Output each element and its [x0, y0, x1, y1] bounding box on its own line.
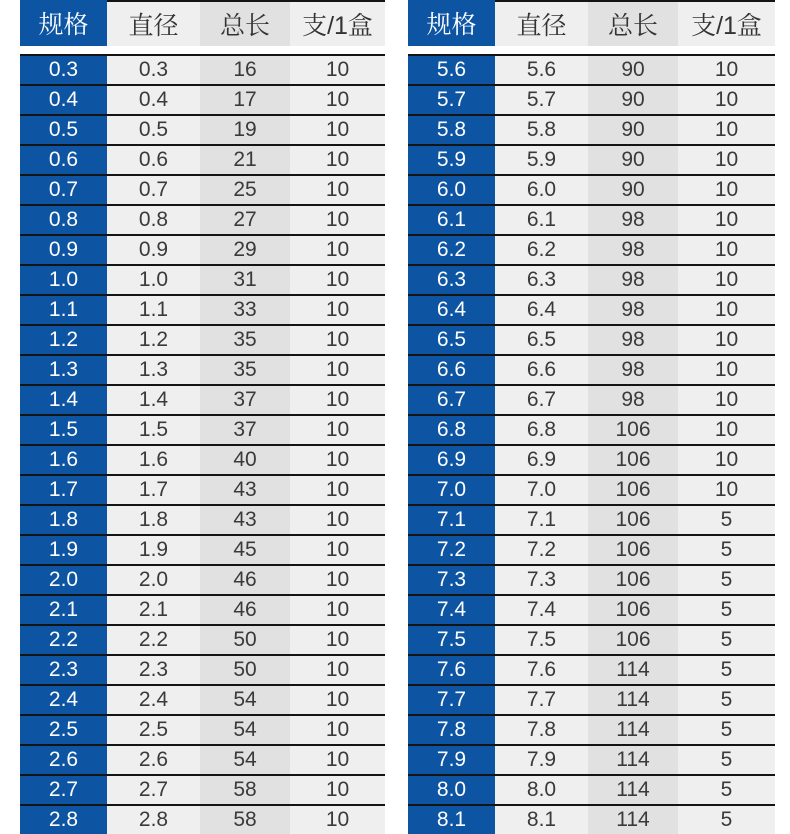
- total-length-cell: 40: [200, 446, 290, 474]
- spec-cell: 7.0: [408, 476, 495, 504]
- table-row: [20, 684, 385, 714]
- per-box-cell: 10: [290, 686, 385, 714]
- spec-cell: 2.2: [20, 626, 107, 654]
- table-row: [408, 654, 775, 684]
- diameter-cell: 0.3: [107, 56, 200, 84]
- table-header-row: [20, 0, 385, 46]
- total-length-cell: 21: [200, 146, 290, 174]
- diameter-cell: 1.5: [107, 416, 200, 444]
- total-length-cell: 98: [588, 266, 678, 294]
- total-length-cell: 46: [200, 566, 290, 594]
- table-row: [408, 504, 775, 534]
- table-row: [408, 54, 775, 84]
- spec-cell: 7.6: [408, 656, 495, 684]
- table-row: [20, 774, 385, 804]
- diameter-cell: 7.8: [495, 716, 588, 744]
- total-length-cell: 98: [588, 326, 678, 354]
- header-cell-per-box: 支/1盒: [678, 0, 775, 46]
- total-length-cell: 16: [200, 56, 290, 84]
- table-body: [408, 54, 775, 834]
- total-length-cell: 98: [588, 206, 678, 234]
- total-length-cell: 58: [200, 776, 290, 804]
- diameter-cell: 2.1: [107, 596, 200, 624]
- diameter-cell: 6.8: [495, 416, 588, 444]
- spec-cell: 0.9: [20, 236, 107, 264]
- spec-cell: 8.1: [408, 806, 495, 834]
- diameter-cell: 0.9: [107, 236, 200, 264]
- per-box-cell: 10: [678, 116, 775, 144]
- table-row: [408, 354, 775, 384]
- table-row: [20, 114, 385, 144]
- total-length-cell: 98: [588, 386, 678, 414]
- total-length-cell: 114: [588, 746, 678, 774]
- total-length-cell: 50: [200, 656, 290, 684]
- total-length-cell: 54: [200, 746, 290, 774]
- spec-cell: 1.9: [20, 536, 107, 564]
- spec-cell: 0.5: [20, 116, 107, 144]
- total-length-cell: 114: [588, 716, 678, 744]
- spec-cell: 6.2: [408, 236, 495, 264]
- diameter-cell: 0.4: [107, 86, 200, 114]
- per-box-cell: 10: [290, 506, 385, 534]
- diameter-cell: 8.1: [495, 806, 588, 834]
- diameter-cell: 7.2: [495, 536, 588, 564]
- per-box-cell: 5: [678, 686, 775, 714]
- per-box-cell: 10: [290, 116, 385, 144]
- total-length-cell: 17: [200, 86, 290, 114]
- spec-cell: 6.0: [408, 176, 495, 204]
- total-length-cell: 106: [588, 476, 678, 504]
- diameter-cell: 1.0: [107, 266, 200, 294]
- per-box-cell: 10: [290, 146, 385, 174]
- header-cell-spec: 规格: [408, 0, 495, 46]
- total-length-cell: 106: [588, 536, 678, 564]
- table-row: [20, 504, 385, 534]
- header-cell-spec: 规格: [20, 0, 107, 46]
- table-row: [408, 204, 775, 234]
- total-length-cell: 29: [200, 236, 290, 264]
- spec-cell: 2.4: [20, 686, 107, 714]
- total-length-cell: 90: [588, 86, 678, 114]
- diameter-cell: 7.6: [495, 656, 588, 684]
- diameter-cell: 2.4: [107, 686, 200, 714]
- spec-cell: 7.9: [408, 746, 495, 774]
- per-box-cell: 5: [678, 776, 775, 804]
- per-box-cell: 10: [678, 206, 775, 234]
- total-length-cell: 90: [588, 56, 678, 84]
- per-box-cell: 10: [678, 86, 775, 114]
- per-box-cell: 10: [290, 476, 385, 504]
- table-row: [408, 324, 775, 354]
- table-row: [408, 744, 775, 774]
- table-row: [20, 384, 385, 414]
- diameter-cell: 6.6: [495, 356, 588, 384]
- table-row: [20, 54, 385, 84]
- total-length-cell: 37: [200, 386, 290, 414]
- total-length-cell: 114: [588, 806, 678, 834]
- total-length-cell: 27: [200, 206, 290, 234]
- total-length-cell: 43: [200, 506, 290, 534]
- header-cell-diameter: 直径: [107, 0, 200, 46]
- spec-cell: 2.8: [20, 806, 107, 834]
- total-length-cell: 106: [588, 506, 678, 534]
- table-row: [20, 594, 385, 624]
- diameter-cell: 0.7: [107, 176, 200, 204]
- diameter-cell: 7.9: [495, 746, 588, 774]
- total-length-cell: 58: [200, 806, 290, 834]
- total-length-cell: 50: [200, 626, 290, 654]
- per-box-cell: 10: [678, 386, 775, 414]
- table-row: [20, 84, 385, 114]
- diameter-cell: 5.7: [495, 86, 588, 114]
- spec-cell: 7.4: [408, 596, 495, 624]
- header-cell-diameter: 直径: [495, 0, 588, 46]
- spec-cell: 1.3: [20, 356, 107, 384]
- table-row: [408, 624, 775, 654]
- spec-cell: 7.7: [408, 686, 495, 714]
- total-length-cell: 98: [588, 236, 678, 264]
- spec-cell: 1.4: [20, 386, 107, 414]
- spec-cell: 7.2: [408, 536, 495, 564]
- diameter-cell: 7.3: [495, 566, 588, 594]
- table-row: [20, 744, 385, 774]
- diameter-cell: 1.6: [107, 446, 200, 474]
- spec-cell: 6.1: [408, 206, 495, 234]
- diameter-cell: 6.4: [495, 296, 588, 324]
- spec-cell: 8.0: [408, 776, 495, 804]
- diameter-cell: 1.8: [107, 506, 200, 534]
- diameter-cell: 6.3: [495, 266, 588, 294]
- per-box-cell: 5: [678, 656, 775, 684]
- per-box-cell: 10: [678, 296, 775, 324]
- table-row: [408, 174, 775, 204]
- table-row: [408, 474, 775, 504]
- total-length-cell: 33: [200, 296, 290, 324]
- diameter-cell: 7.7: [495, 686, 588, 714]
- spec-cell: 7.1: [408, 506, 495, 534]
- table-row: [20, 174, 385, 204]
- table-row: [408, 534, 775, 564]
- total-length-cell: 106: [588, 596, 678, 624]
- spec-cell: 7.8: [408, 716, 495, 744]
- table-row: [20, 534, 385, 564]
- per-box-cell: 10: [290, 446, 385, 474]
- spec-cell: 6.9: [408, 446, 495, 474]
- diameter-cell: 2.5: [107, 716, 200, 744]
- table-row: [20, 564, 385, 594]
- per-box-cell: 10: [290, 806, 385, 834]
- diameter-cell: 1.9: [107, 536, 200, 564]
- per-box-cell: 10: [678, 476, 775, 504]
- diameter-cell: 1.3: [107, 356, 200, 384]
- spec-cell: 2.7: [20, 776, 107, 804]
- header-cell-total-length: 总长: [588, 0, 678, 46]
- total-length-cell: 19: [200, 116, 290, 144]
- diameter-cell: 7.1: [495, 506, 588, 534]
- table-row: [408, 114, 775, 144]
- spec-cell: 2.1: [20, 596, 107, 624]
- table-row: [408, 684, 775, 714]
- per-box-cell: 5: [678, 566, 775, 594]
- table-row: [408, 444, 775, 474]
- total-length-cell: 31: [200, 266, 290, 294]
- per-box-cell: 10: [678, 326, 775, 354]
- total-length-cell: 106: [588, 626, 678, 654]
- table-row: [408, 804, 775, 834]
- total-length-cell: 106: [588, 416, 678, 444]
- table-row: [20, 144, 385, 174]
- table-row: [408, 84, 775, 114]
- table-row: [20, 414, 385, 444]
- spec-table-right: [408, 0, 775, 834]
- table-row: [20, 654, 385, 684]
- diameter-cell: 1.4: [107, 386, 200, 414]
- spec-cell: 6.7: [408, 386, 495, 414]
- table-row: [408, 714, 775, 744]
- table-row: [20, 234, 385, 264]
- diameter-cell: 5.9: [495, 146, 588, 174]
- total-length-cell: 43: [200, 476, 290, 504]
- spec-cell: 5.7: [408, 86, 495, 114]
- total-length-cell: 45: [200, 536, 290, 564]
- spec-cell: 7.3: [408, 566, 495, 594]
- total-length-cell: 106: [588, 446, 678, 474]
- total-length-cell: 90: [588, 176, 678, 204]
- spec-cell: 2.3: [20, 656, 107, 684]
- spec-table-left: [20, 0, 385, 834]
- diameter-cell: 0.6: [107, 146, 200, 174]
- per-box-cell: 10: [290, 776, 385, 804]
- diameter-cell: 2.3: [107, 656, 200, 684]
- diameter-cell: 6.2: [495, 236, 588, 264]
- total-length-cell: 37: [200, 416, 290, 444]
- per-box-cell: 10: [290, 656, 385, 684]
- spec-cell: 1.7: [20, 476, 107, 504]
- spec-cell: 6.8: [408, 416, 495, 444]
- total-length-cell: 114: [588, 776, 678, 804]
- total-length-cell: 25: [200, 176, 290, 204]
- total-length-cell: 106: [588, 566, 678, 594]
- diameter-cell: 7.4: [495, 596, 588, 624]
- table-row: [408, 234, 775, 264]
- per-box-cell: 10: [290, 176, 385, 204]
- total-length-cell: 90: [588, 146, 678, 174]
- spec-cell: 5.6: [408, 56, 495, 84]
- per-box-cell: 10: [290, 86, 385, 114]
- per-box-cell: 10: [290, 386, 385, 414]
- table-row: [20, 264, 385, 294]
- diameter-cell: 6.5: [495, 326, 588, 354]
- per-box-cell: 5: [678, 506, 775, 534]
- per-box-cell: 10: [290, 416, 385, 444]
- spec-cell: 6.4: [408, 296, 495, 324]
- table-row: [20, 204, 385, 234]
- diameter-cell: 7.5: [495, 626, 588, 654]
- spec-cell: 6.6: [408, 356, 495, 384]
- spec-cell: 5.9: [408, 146, 495, 174]
- table-row: [408, 414, 775, 444]
- spec-cell: 2.6: [20, 746, 107, 774]
- spec-cell: 2.0: [20, 566, 107, 594]
- per-box-cell: 10: [678, 266, 775, 294]
- spec-cell: 0.7: [20, 176, 107, 204]
- per-box-cell: 5: [678, 806, 775, 834]
- spec-cell: 5.8: [408, 116, 495, 144]
- table-row: [408, 594, 775, 624]
- table-row: [408, 384, 775, 414]
- total-length-cell: 114: [588, 656, 678, 684]
- spec-cell: 1.5: [20, 416, 107, 444]
- total-length-cell: 54: [200, 686, 290, 714]
- total-length-cell: 90: [588, 116, 678, 144]
- spec-cell: 1.2: [20, 326, 107, 354]
- diameter-cell: 0.8: [107, 206, 200, 234]
- diameter-cell: 5.8: [495, 116, 588, 144]
- per-box-cell: 5: [678, 596, 775, 624]
- spec-cell: 0.6: [20, 146, 107, 174]
- total-length-cell: 98: [588, 356, 678, 384]
- per-box-cell: 10: [678, 446, 775, 474]
- diameter-cell: 1.2: [107, 326, 200, 354]
- per-box-cell: 10: [290, 596, 385, 624]
- per-box-cell: 10: [290, 536, 385, 564]
- per-box-cell: 10: [290, 746, 385, 774]
- diameter-cell: 2.6: [107, 746, 200, 774]
- diameter-cell: 8.0: [495, 776, 588, 804]
- diameter-cell: 6.0: [495, 176, 588, 204]
- spec-cell: 0.8: [20, 206, 107, 234]
- per-box-cell: 10: [678, 356, 775, 384]
- spec-cell: 0.4: [20, 86, 107, 114]
- diameter-cell: 1.1: [107, 296, 200, 324]
- table-row: [20, 444, 385, 474]
- table-row: [20, 294, 385, 324]
- per-box-cell: 10: [290, 626, 385, 654]
- header-cell-per-box: 支/1盒: [290, 0, 385, 46]
- table-row: [20, 474, 385, 504]
- table-header-row: [408, 0, 775, 46]
- diameter-cell: 2.7: [107, 776, 200, 804]
- per-box-cell: 5: [678, 626, 775, 654]
- spec-cell: 1.6: [20, 446, 107, 474]
- per-box-cell: 10: [678, 416, 775, 444]
- spec-cell: 1.1: [20, 296, 107, 324]
- per-box-cell: 10: [290, 356, 385, 384]
- per-box-cell: 10: [290, 266, 385, 294]
- table-row: [20, 714, 385, 744]
- diameter-cell: 2.8: [107, 806, 200, 834]
- spec-cell: 0.3: [20, 56, 107, 84]
- table-row: [20, 804, 385, 834]
- table-row: [408, 774, 775, 804]
- spec-cell: 1.8: [20, 506, 107, 534]
- diameter-cell: 0.5: [107, 116, 200, 144]
- per-box-cell: 10: [678, 236, 775, 264]
- per-box-cell: 5: [678, 536, 775, 564]
- table-row: [408, 294, 775, 324]
- per-box-cell: 10: [678, 176, 775, 204]
- per-box-cell: 10: [290, 206, 385, 234]
- total-length-cell: 35: [200, 326, 290, 354]
- diameter-cell: 2.0: [107, 566, 200, 594]
- diameter-cell: 6.1: [495, 206, 588, 234]
- diameter-cell: 6.9: [495, 446, 588, 474]
- diameter-cell: 1.7: [107, 476, 200, 504]
- table-row: [408, 144, 775, 174]
- spec-cell: 2.5: [20, 716, 107, 744]
- header-cell-total-length: 总长: [200, 0, 290, 46]
- diameter-cell: 5.6: [495, 56, 588, 84]
- diameter-cell: 6.7: [495, 386, 588, 414]
- per-box-cell: 10: [290, 326, 385, 354]
- table-row: [20, 624, 385, 654]
- table-body: [20, 54, 385, 834]
- table-row: [408, 564, 775, 594]
- table-row: [408, 264, 775, 294]
- per-box-cell: 10: [290, 236, 385, 264]
- per-box-cell: 5: [678, 746, 775, 774]
- total-length-cell: 98: [588, 296, 678, 324]
- spec-cell: 1.0: [20, 266, 107, 294]
- per-box-cell: 10: [290, 716, 385, 744]
- table-row: [20, 354, 385, 384]
- total-length-cell: 54: [200, 716, 290, 744]
- spec-cell: 6.5: [408, 326, 495, 354]
- table-row: [20, 324, 385, 354]
- spec-cell: 7.5: [408, 626, 495, 654]
- total-length-cell: 35: [200, 356, 290, 384]
- diameter-cell: 7.0: [495, 476, 588, 504]
- per-box-cell: 10: [290, 296, 385, 324]
- spec-cell: 6.3: [408, 266, 495, 294]
- per-box-cell: 10: [290, 566, 385, 594]
- diameter-cell: 2.2: [107, 626, 200, 654]
- per-box-cell: 10: [290, 56, 385, 84]
- total-length-cell: 114: [588, 686, 678, 714]
- per-box-cell: 5: [678, 716, 775, 744]
- per-box-cell: 10: [678, 56, 775, 84]
- total-length-cell: 46: [200, 596, 290, 624]
- per-box-cell: 10: [678, 146, 775, 174]
